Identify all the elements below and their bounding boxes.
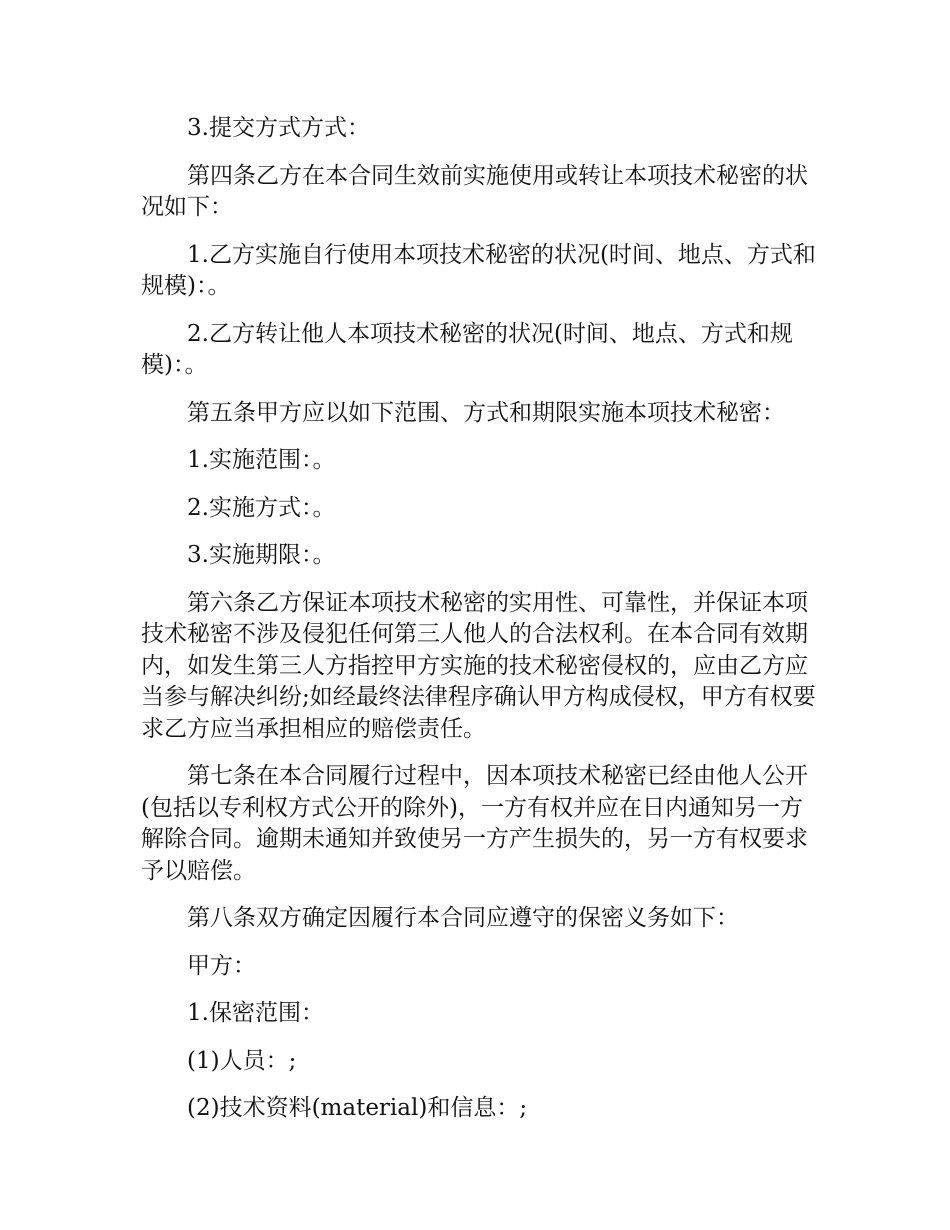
paragraph-article-5-item-2: 2.实施方式：。 [187,494,336,521]
paragraph-article-5-item-1: 1.实施范围：。 [187,447,336,473]
paragraph-article-8: 第八条双方确定因履行本合同应遵守的保密义务如下： [187,905,739,931]
paragraph-article-5: 第五条甲方应以如下范围、方式和期限实施本项技术秘密： [187,399,785,426]
paragraph-article-4-item-1: 1.乙方实施自行使用本项技术秘密的状况(时间、地点、方式和规模)：。 [141,241,816,299]
paragraph-article-4: 第四条乙方在本合同生效前实施使用或转让本项技术秘密的状况如下： [141,162,808,220]
paragraph-submission-method: 3.提交方式方式： [187,115,370,141]
paragraph-party-a: 甲方： [187,952,256,979]
document-body [141,113,821,1141]
paragraph-confidential-scope: 1.保密范围： [187,1000,324,1026]
paragraph-article-6: 第六条乙方保证本项技术秘密的实用性、可靠性，并保证本项技术秘密不涉及侵犯任何第三人他人的合法权利。在本合同有效期内，如发生第三人方指控甲方实施的技术秘密侵权的，应由乙方应当参与解决纠纷;如经最终法律程序确认甲方构成侵权，甲方有权要求乙方应当承担相应的赔偿责任。 [141,589,816,742]
paragraph-article-4-item-2: 2.乙方转让他人本项技术秘密的状况(时间、地点、方式和规模)：。 [141,320,793,378]
paragraph-article-7: 第七条在本合同履行过程中，因本项技术秘密已经由他人公开(包括以专利权方式公开的除外)，一方有权并应在日内通知另一方解除合同。逾期未通知并致使另一方产生损失的，另一方有权要求予以赔偿。 [141,763,808,884]
paragraph-scope-materials: (2)技术资料(material)和信息：; [187,1095,528,1121]
paragraph-article-5-item-3: 3.实施期限：。 [187,542,336,568]
paragraph-scope-personnel: (1)人员：; [187,1047,297,1074]
